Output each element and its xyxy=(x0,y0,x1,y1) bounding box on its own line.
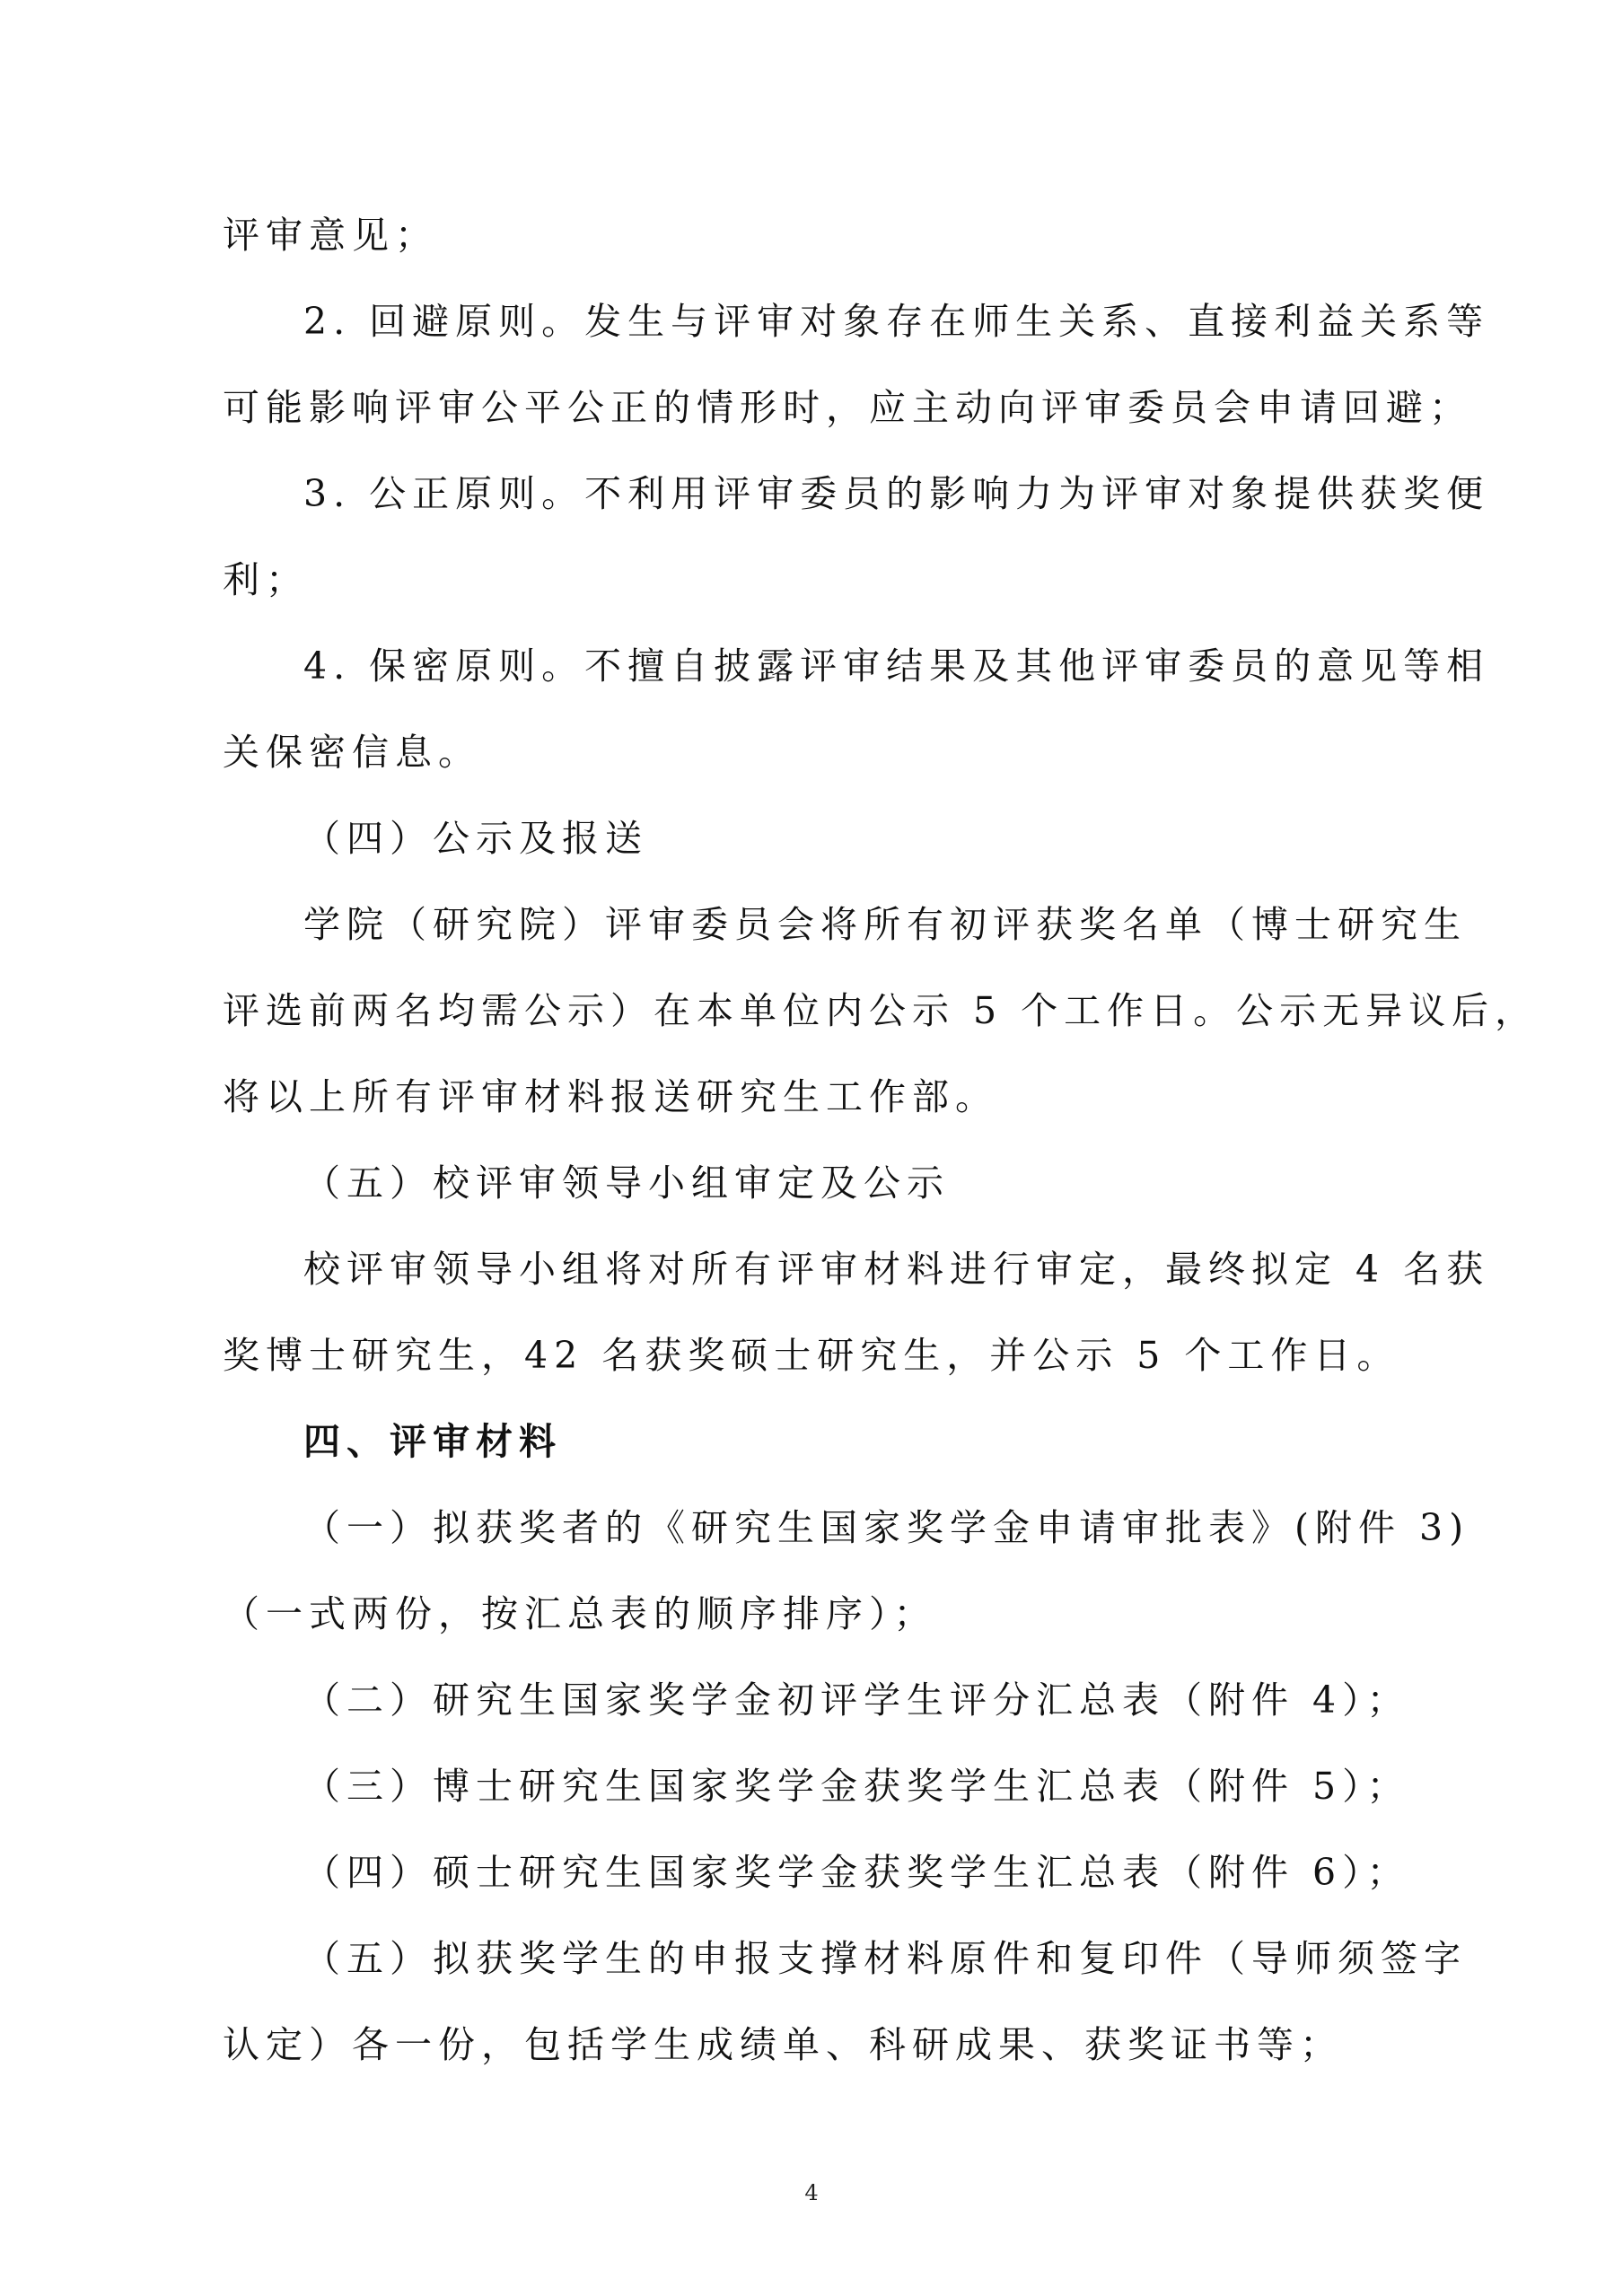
text-line: 学院（研究院）评审委员会将所有初评获奖名单（博士研究生 xyxy=(303,903,1467,946)
text-line: 评审意见； xyxy=(223,214,438,257)
text-line: 关保密信息。 xyxy=(223,731,481,774)
section-heading: 四、评审材料 xyxy=(303,1420,562,1463)
page-number: 4 xyxy=(804,2180,819,2205)
text-line: 校评审领导小组将对所有评审材料进行审定，最终拟定 4 名获 xyxy=(303,1248,1490,1291)
section-subheading: （四）公示及报送 xyxy=(303,817,648,860)
section-subheading: （五）校评审领导小组审定及公示 xyxy=(303,1161,950,1205)
text-line: （一式两份，按汇总表的顺序排序）； xyxy=(223,1592,937,1635)
text-line: （三）博士研究生国家奖学金获奖学生汇总表（附件 5）； xyxy=(303,1765,1410,1808)
text-line: （五）拟获奖学生的申报支撑材料原件和复印件（导师须签字 xyxy=(303,1937,1467,1980)
text-line: 奖博士研究生，42 名获奖硕士研究生，并公示 5 个工作日。 xyxy=(223,1334,1400,1377)
text-line: 4. 保密原则。不擅自披露评审结果及其他评审委员的意见等相 xyxy=(303,644,1490,688)
text-line: 3. 公正原则。不利用评审委员的影响力为评审对象提供获奖便 xyxy=(303,472,1490,515)
text-line: 利； xyxy=(223,558,309,601)
text-line: （一）拟获奖者的《研究生国家奖学金申请审批表》(附件 3) xyxy=(303,1506,1470,1549)
text-line: 将以上所有评审材料报送研究生工作部。 xyxy=(223,1075,998,1118)
text-line: 可能影响评审公平公正的情形时，应主动向评审委员会申请回避； xyxy=(223,386,1472,429)
text-line: 认定）各一份，包括学生成绩单、科研成果、获奖证书等； xyxy=(223,2023,1343,2066)
text-line: 评选前两名均需公示）在本单位内公示 5 个工作日。公示无异议后， xyxy=(223,989,1539,1032)
text-line: （四）硕士研究生国家奖学金获奖学生汇总表（附件 6）； xyxy=(303,1851,1410,1894)
text-line: 2. 回避原则。发生与评审对象存在师生关系、直接利益关系等 xyxy=(303,300,1490,343)
text-line: （二）研究生国家奖学金初评学生评分汇总表（附件 4）； xyxy=(303,1678,1410,1722)
